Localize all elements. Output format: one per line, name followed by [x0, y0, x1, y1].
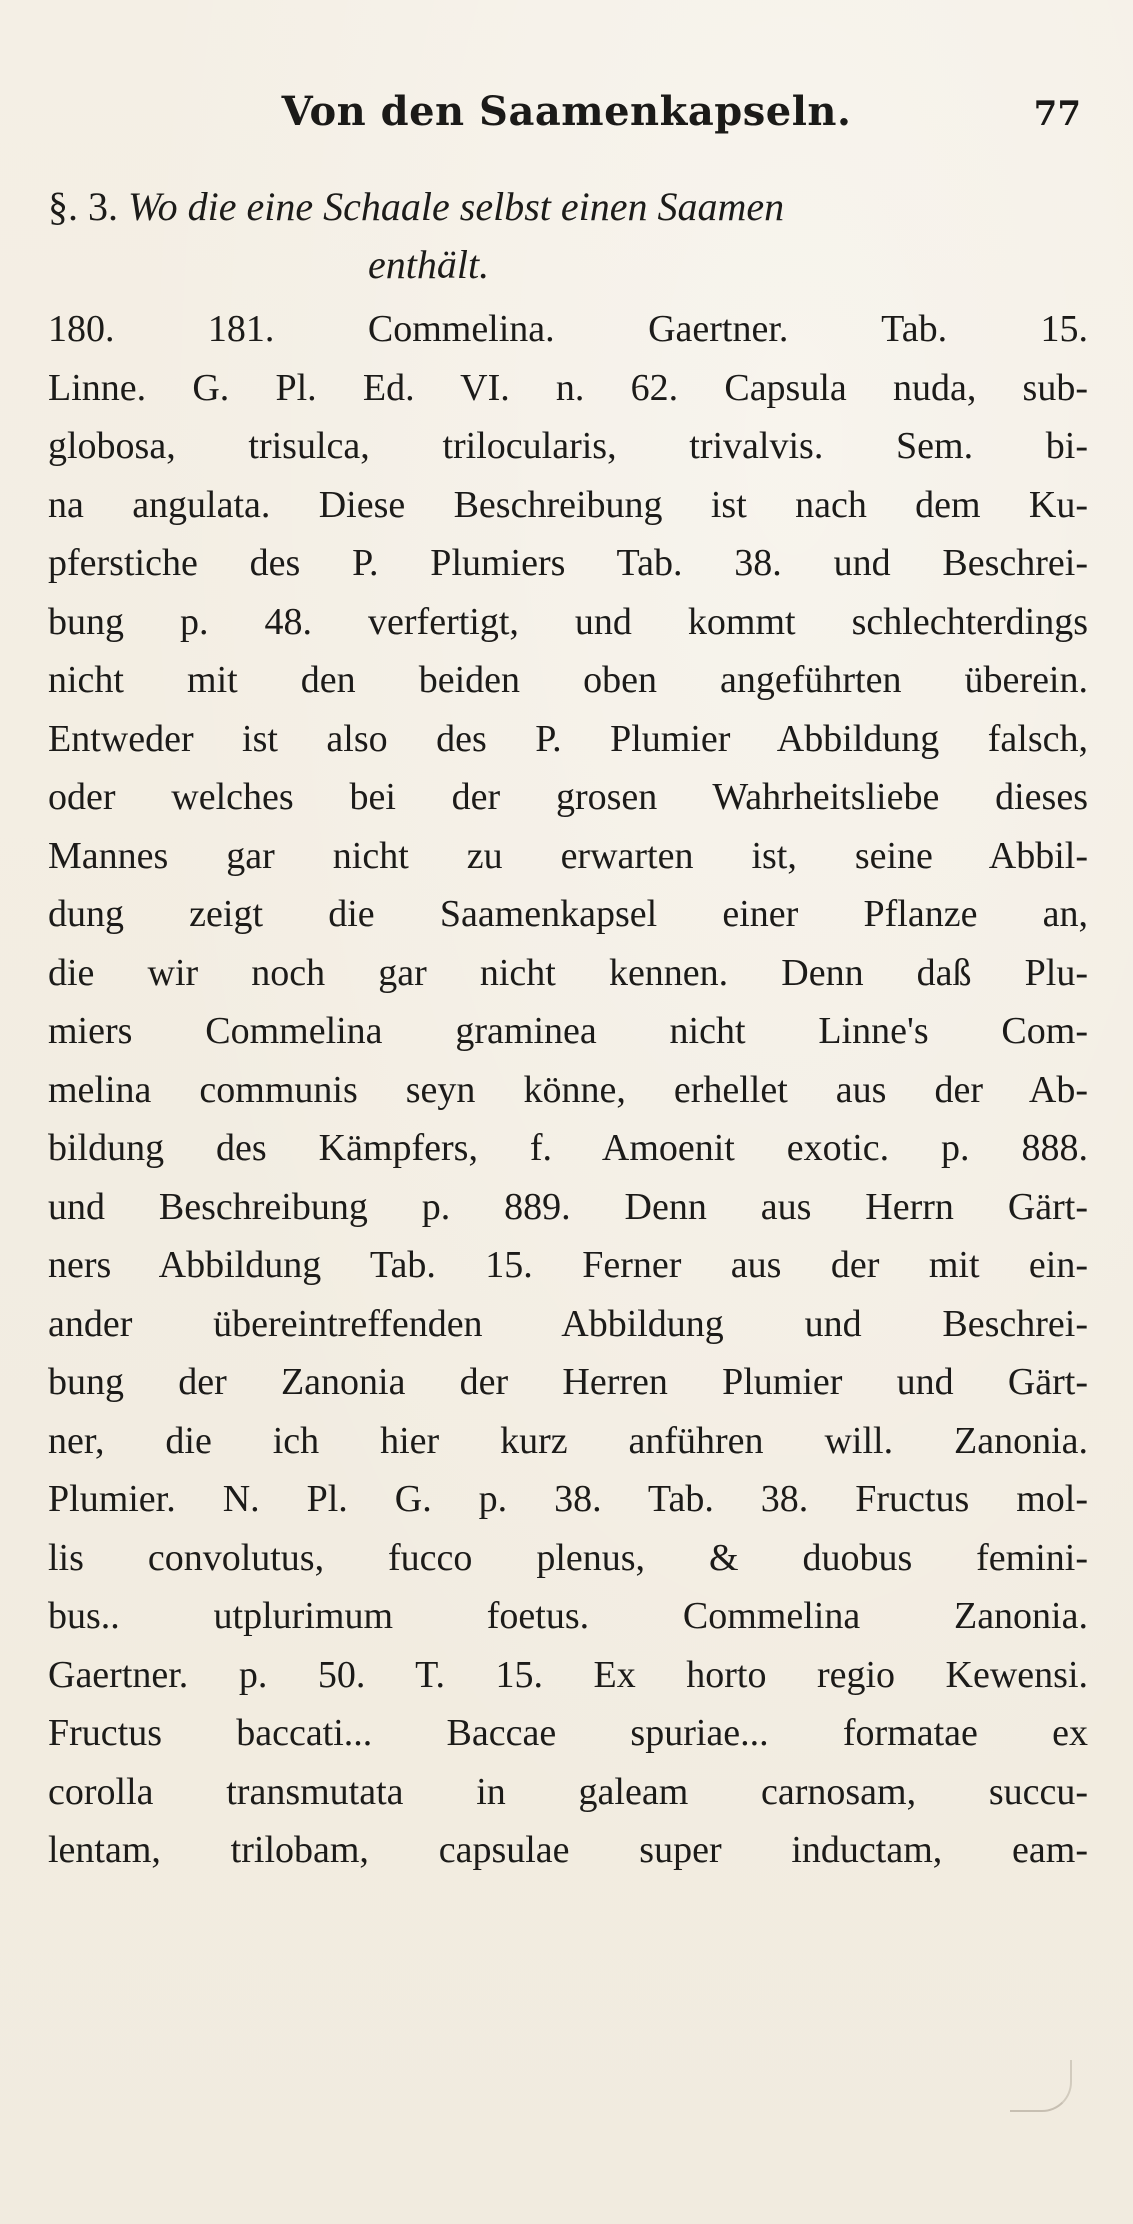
- text-line: corolla transmutata in galeam carnosam, succu-: [48, 1770, 1088, 1813]
- text-line: Fructus baccati... Baccae spuriae... formatae ex: [48, 1712, 1088, 1754]
- text-line: lis convolutus, fucco plenus, & duobus femini-: [48, 1536, 1088, 1579]
- text-line: oder welches bei der grosen Wahrheitsliebe dieses: [48, 776, 1088, 818]
- text-line: miers Commelina graminea nicht Linne's Com-: [48, 1010, 1088, 1052]
- section-number: §. 3.: [48, 184, 118, 229]
- section-heading: [48, 178, 1088, 294]
- text-line: Plumier. N. Pl. G. p. 38. Tab. 38. Fructus mol-: [48, 1478, 1088, 1520]
- page-header: [0, 88, 1133, 148]
- text-line: lentam, trilobam, capsulae super inductam, eam-: [48, 1829, 1088, 1871]
- body-text: [48, 300, 1088, 1880]
- text-line: pferstiche des P. Plumiers Tab. 38. und Beschrei-: [48, 542, 1088, 584]
- text-line: und Beschreibung p. 889. Denn aus Herrn Gärt-: [48, 1185, 1088, 1228]
- page-fold-mark: [1010, 2060, 1072, 2112]
- text-line: bus.. utplurimum foetus. Commelina Zanonia.: [48, 1595, 1088, 1637]
- text-line: ner, die ich hier kurz anführen will. Zanonia.: [48, 1419, 1088, 1462]
- text-line: Entweder ist also des P. Plumier Abbildung falsch,: [48, 717, 1088, 760]
- text-line: 180. 181. Commelina. Gaertner. Tab. 15.: [48, 308, 1088, 350]
- text-line: dung zeigt die Saamenkapsel einer Pflanze an,: [48, 893, 1088, 935]
- running-head: Von den Saamenkapseln.: [281, 88, 852, 135]
- text-line: ners Abbildung Tab. 15. Ferner aus der mit ein-: [48, 1244, 1088, 1286]
- text-line: Gaertner. p. 50. T. 15. Ex horto regio Kewensi.: [48, 1653, 1088, 1696]
- text-line: bung der Zanonia der Herren Plumier und Gärt-: [48, 1361, 1088, 1403]
- text-line: Mannes gar nicht zu erwarten ist, seine Abbil-: [48, 834, 1088, 877]
- section-title-line-1: Wo die eine Schaale selbst einen Saamen: [128, 184, 785, 229]
- text-line: na angulata. Diese Beschreibung ist nach dem Ku-: [48, 483, 1088, 526]
- text-line: die wir noch gar nicht kennen. Denn daß Plu-: [48, 951, 1088, 994]
- text-line: melina communis seyn könne, erhellet aus der Ab-: [48, 1068, 1088, 1111]
- text-line: nicht mit den beiden oben angeführten überein.: [48, 659, 1088, 701]
- text-line: ander übereintreffenden Abbildung und Beschrei-: [48, 1302, 1088, 1345]
- section-title-line-2: enthält.: [368, 242, 490, 287]
- page-number: 77: [1033, 94, 1081, 134]
- text-line: bildung des Kämpfers, f. Amoenit exotic. p. 888.: [48, 1127, 1088, 1169]
- text-block: [48, 178, 1088, 1880]
- text-line: globosa, trisulca, trilocularis, trivalvis. Sem. bi-: [48, 425, 1088, 467]
- text-line: Linne. G. Pl. Ed. VI. n. 62. Capsula nuda, sub-: [48, 366, 1088, 409]
- text-line: bung p. 48. verfertigt, und kommt schlechterdings: [48, 600, 1088, 643]
